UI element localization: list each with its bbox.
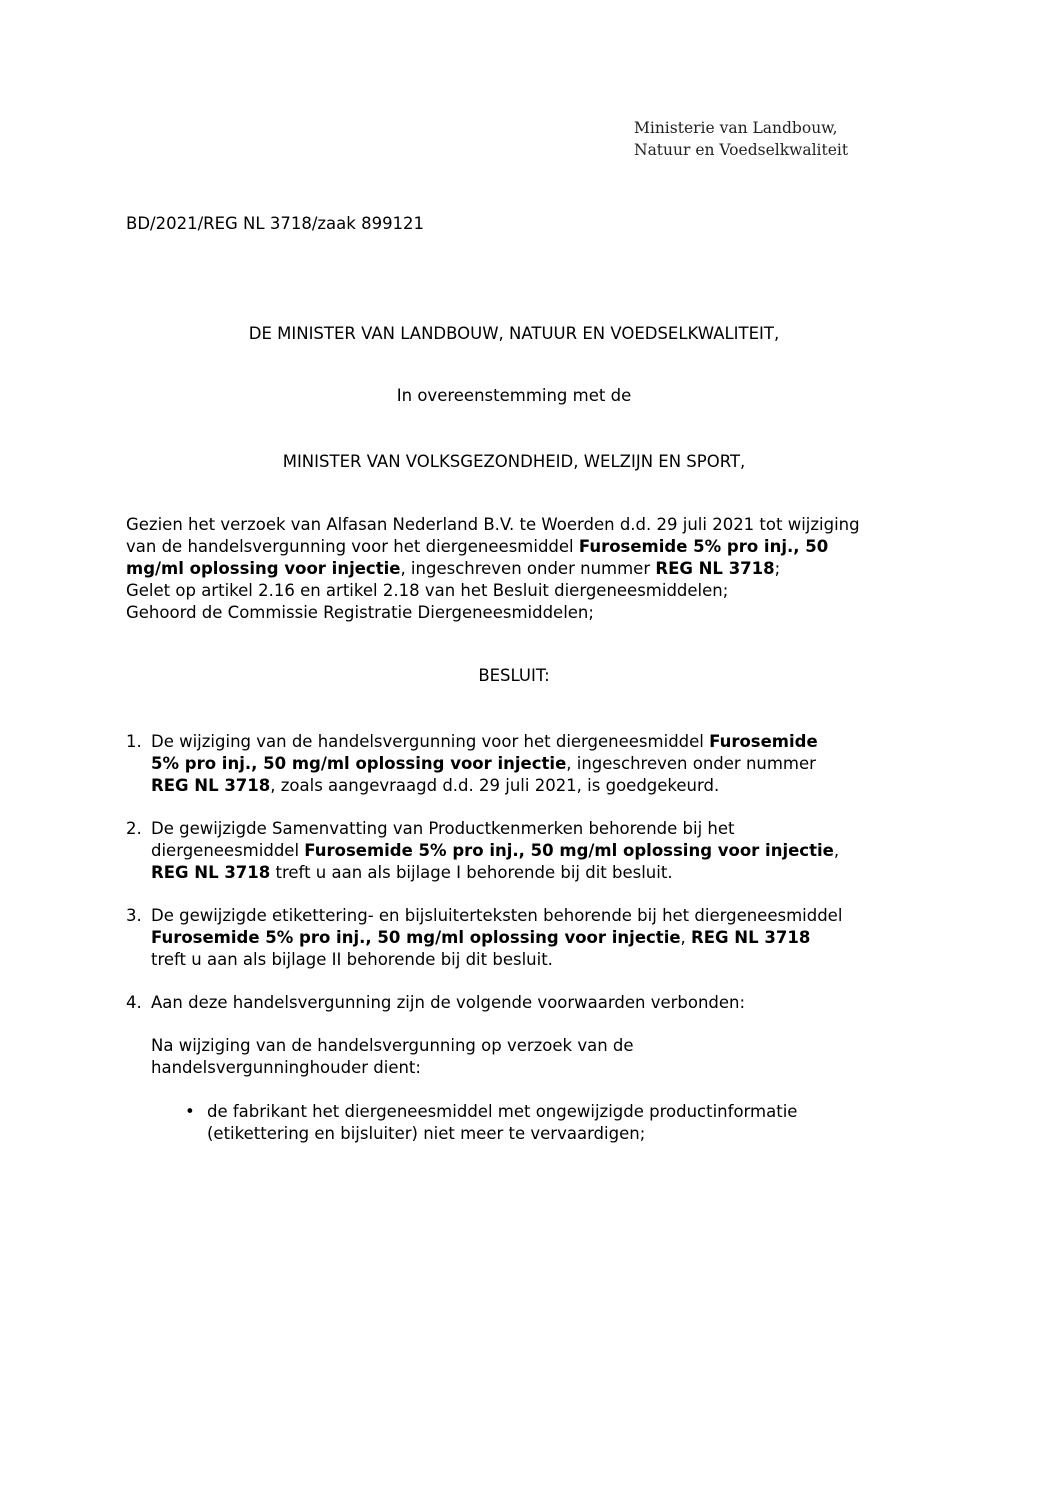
intro-text: van de handelsvergunning voor het diergeneesmiddel — [126, 537, 579, 556]
decision-item-3 — [126, 905, 938, 971]
item-line: treft u aan als bijlage II behorende bij dit besluit. — [151, 950, 553, 969]
product-name: Furosemide — [709, 732, 818, 751]
decision-list — [126, 731, 938, 1145]
product-name: Furosemide 5% pro inj., 50 mg/ml oplossing voor injectie — [304, 841, 834, 860]
item-text: , ingeschreven onder nummer — [566, 754, 816, 773]
heading-minister-lnv: DE MINISTER VAN LANDBOUW, NATUUR EN VOEDSELKWALITEIT, — [248, 324, 780, 343]
item-text: , zoals aangevraagd d.d. 29 juli 2021, is goedgekeurd. — [270, 776, 720, 795]
item-line — [151, 775, 938, 797]
registration-number: REG NL 3718 — [655, 559, 775, 578]
item-line: handelsvergunninghouder dient: — [151, 1058, 421, 1077]
product-name-cont: mg/ml oplossing voor injectie — [126, 559, 401, 578]
item-line: De gewijzigde Samenvatting van Productkenmerken behorende bij het — [151, 819, 735, 838]
item-text: De wijziging van de handelsvergunning voor het diergeneesmiddel — [151, 732, 710, 751]
besluit-heading: BESLUIT: — [478, 666, 550, 685]
registration-number: REG NL 3718 — [151, 776, 271, 795]
decision-item-4 — [126, 992, 938, 1145]
product-name-cont: 5% pro inj., 50 mg/ml oplossing voor injectie — [151, 754, 567, 773]
ministry-line-1: Ministerie van Landbouw, — [634, 119, 838, 137]
intro-text: ; — [774, 559, 781, 578]
ministry-logo-text — [634, 117, 848, 161]
intro-line-5: Gehoord de Commissie Registratie Diergeneesmiddelen; — [126, 603, 594, 622]
item-line — [151, 862, 938, 884]
item-number: 3. — [126, 906, 142, 925]
product-name: Furosemide 5% pro inj., 50 — [578, 537, 829, 556]
item-number: 4. — [126, 993, 142, 1012]
bullet-line: de fabrikant het diergeneesmiddel met ongewijzigde productinformatie — [207, 1102, 798, 1121]
case-reference: BD/2021/REG NL 3718/zaak 899121 — [126, 214, 425, 233]
bullet-line: (etikettering en bijsluiter) niet meer te vervaardigen; — [207, 1124, 646, 1143]
decision-item-1 — [126, 731, 938, 797]
item-line — [151, 840, 938, 862]
intro-line-1: Gezien het verzoek van Alfasan Nederland B.V. te Woerden d.d. 29 juli 2021 tot wijziging — [126, 515, 860, 534]
condition-bullet — [151, 1101, 938, 1145]
item-line: Na wijziging van de handelsvergunning op verzoek van de — [151, 1036, 634, 1055]
item-line: De gewijzigde etikettering- en bijsluiterteksten behorende bij het diergeneesmiddel — [151, 906, 843, 925]
intro-line-4: Gelet op artikel 2.16 en artikel 2.18 van het Besluit diergeneesmiddelen; — [126, 581, 729, 600]
intro-paragraph — [126, 514, 938, 624]
heading-minister-vws: MINISTER VAN VOLKSGEZONDHEID, WELZIJN EN SPORT, — [282, 452, 746, 471]
item-text: , — [680, 928, 692, 947]
item-text: , — [833, 841, 840, 860]
item-line — [151, 731, 938, 753]
item-line: Aan deze handelsvergunning zijn de volgende voorwaarden verbonden: — [151, 993, 746, 1012]
bullet-point-icon: • — [185, 1102, 195, 1121]
decision-item-2 — [126, 818, 938, 884]
item-text: diergeneesmiddel — [151, 841, 305, 860]
product-name: Furosemide 5% pro inj., 50 mg/ml oplossing voor injectie — [151, 928, 681, 947]
item-line — [151, 753, 938, 775]
item-number: 1. — [126, 732, 142, 751]
ministry-line-2: Natuur en Voedselkwaliteit — [634, 141, 849, 159]
intro-text: , ingeschreven onder nummer — [400, 559, 656, 578]
registration-number: REG NL 3718 — [691, 928, 811, 947]
item-text: treft u aan als bijlage I behorende bij dit besluit. — [270, 863, 673, 882]
item-line — [151, 927, 938, 949]
registration-number: REG NL 3718 — [151, 863, 271, 882]
intro-line-2 — [126, 536, 938, 558]
intro-line-3 — [126, 558, 938, 580]
heading-agreement: In overeenstemming met de — [396, 386, 632, 405]
item-number: 2. — [126, 819, 142, 838]
